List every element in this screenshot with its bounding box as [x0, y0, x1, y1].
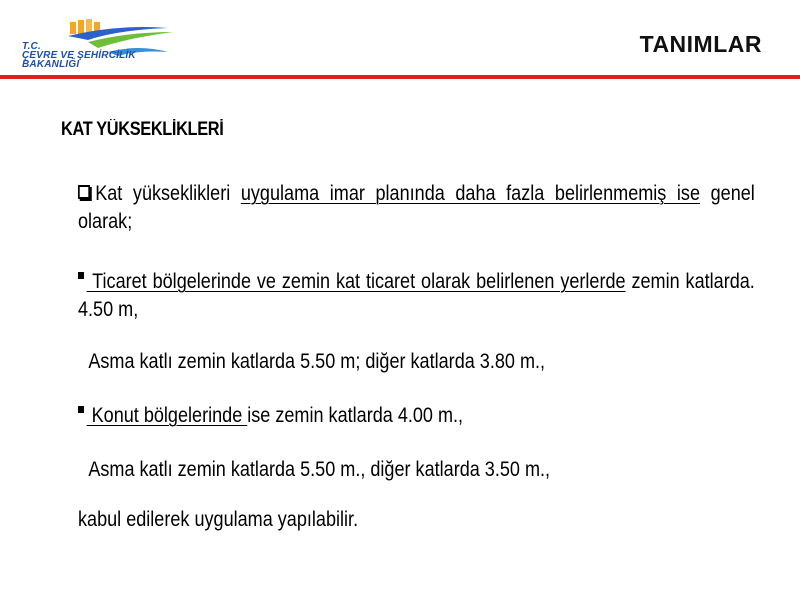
paragraph-intro	[78, 180, 755, 236]
section-title: KAT YÜKSEKLİKLERİ	[61, 119, 224, 140]
paragraph-conclusion: kabul edilerek uygulama yapılabilir.	[78, 508, 359, 531]
paragraph-commercial-mezzanine: Asma katlı zemin katlarda 5.50 m; diğer katlarda 3.80 m.,	[88, 350, 546, 373]
header-divider	[0, 75, 800, 79]
square-bullet-icon	[78, 272, 84, 279]
paragraph-residential	[78, 402, 755, 430]
paragraph-residential-mezzanine: Asma katlı zemin katlarda 5.50 m., diğer katlarda 3.50 m.,	[88, 458, 551, 481]
residential-underlined: Konut bölgelerinde	[86, 404, 248, 427]
page-title: TANIMLAR	[639, 31, 762, 57]
logo-text	[22, 42, 136, 69]
logo-line-3: BAKANLIĞI	[22, 59, 80, 70]
logo-line-2: ÇEVRE VE ŞEHİRCİLİK	[22, 50, 136, 61]
checkbox-bullet-icon	[78, 185, 90, 199]
square-bullet-icon	[78, 406, 84, 413]
commercial-tail: zemin katlarda. 4.50 m,	[78, 270, 755, 321]
slide-content	[78, 180, 755, 534]
ministry-logo	[18, 16, 178, 76]
intro-underlined: uygulama imar planında daha fazla belirlenmemiş ise	[240, 182, 701, 205]
intro-lead: Kat yükseklikleri	[95, 182, 241, 205]
logo-line-1: T.C.	[22, 41, 41, 52]
residential-tail: ise zemin katlarda 4.00 m.,	[247, 404, 464, 427]
paragraph-commercial	[78, 268, 755, 324]
intro-tail: genel olarak;	[78, 182, 755, 233]
commercial-underlined: Ticaret bölgelerinde ve zemin kat ticaret olarak belirlenen yerlerde	[86, 270, 626, 293]
